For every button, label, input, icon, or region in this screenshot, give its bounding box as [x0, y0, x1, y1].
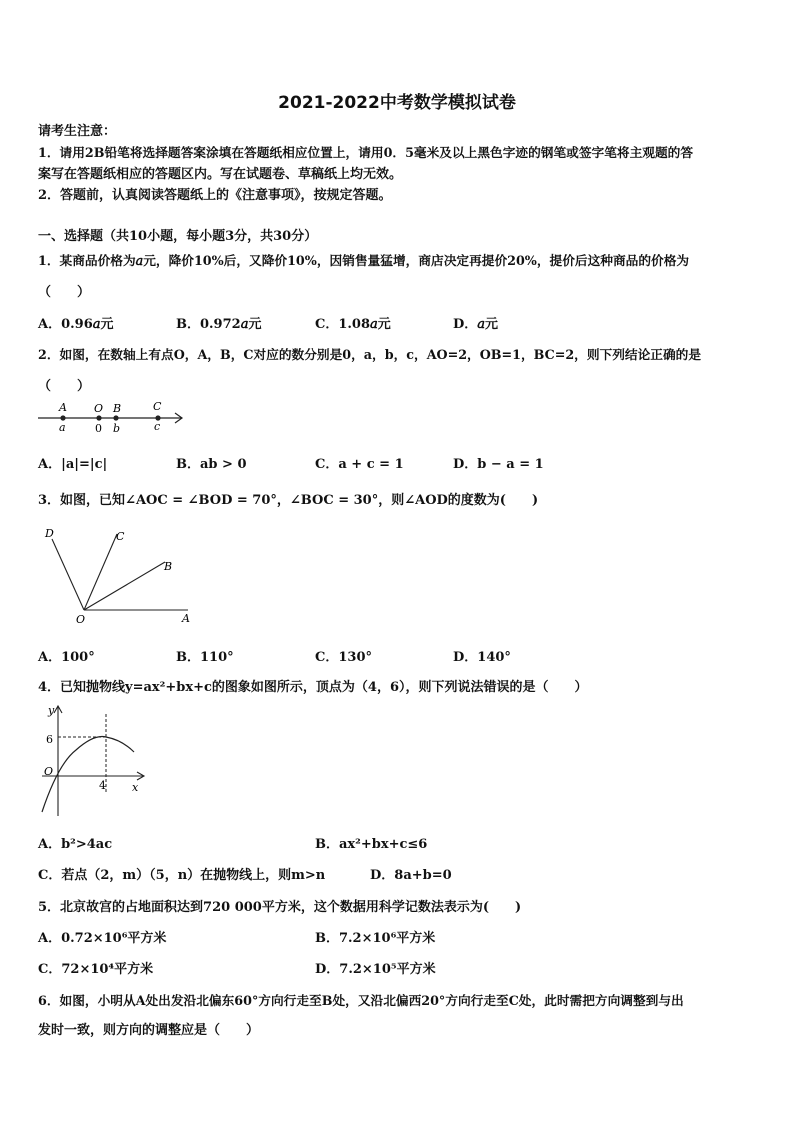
q5-option-c: C．72×10⁴平方米: [38, 962, 154, 977]
q3-stem: 3．如图，已知∠AOC = ∠BOD = 70°，∠BOC = 30°，则∠AOD的度数为( ): [38, 493, 539, 508]
label-B: B: [164, 560, 173, 573]
label-A: A: [59, 401, 67, 414]
q1-option-c: C．1.08𝑎元: [315, 317, 391, 332]
ray-OC: [84, 534, 117, 610]
q2-option-c: C．a + c = 1: [315, 457, 404, 472]
exam-title: 2021-2022中考数学模拟试卷: [278, 93, 516, 113]
label-c: c: [154, 420, 161, 433]
label-A: A: [182, 612, 190, 625]
label-D: D: [45, 527, 54, 540]
label-four: 4: [99, 779, 106, 792]
ray-OD: [52, 539, 84, 610]
section-heading: 一、选择题（共10小题，每小题3分，共30分）: [38, 229, 318, 244]
q4-option-a: A．b²>4ac: [38, 837, 113, 852]
notice-line-2: 2．答题前，认真阅读答题纸上的《注意事项》，按规定答题。: [38, 188, 392, 203]
label-b: b: [113, 422, 121, 435]
q1-option-d: D．𝑎元: [453, 317, 499, 332]
point-o-dot: [96, 415, 101, 420]
q2-option-b: B．ab > 0: [176, 457, 247, 472]
q3-option-d: D．140°: [453, 650, 511, 665]
label-y: y: [48, 704, 55, 717]
parabola-curve: [42, 737, 134, 812]
q4-option-b: B．ax²+bx+c≤6: [315, 837, 428, 852]
notice-line-1b: 案写在答题纸相应的答题区内。写在试题卷、草稿纸上均无效。: [38, 167, 403, 182]
q3-option-c: C．130°: [315, 650, 372, 665]
label-C: C: [116, 530, 125, 543]
q6-stem-line-1: 6．如图，小明从A处出发沿北偏东60°方向行走至B处，又沿北偏西20°方向行走至C处，此时需把方向调整到与出: [38, 993, 684, 1008]
q4-option-c: C．若点（2，m）（5，n）在抛物线上，则m>n: [38, 868, 326, 883]
q1-paren: （ ）: [38, 285, 91, 300]
label-O: O: [94, 402, 104, 415]
q5-option-d: D．7.2×10⁵平方米: [315, 962, 436, 977]
label-B: B: [113, 402, 122, 415]
q4-parabola-figure: [36, 700, 156, 820]
label-a: a: [59, 421, 66, 434]
notice-heading: 请考生注意：: [38, 124, 117, 139]
q1-option-b: B．0.972𝑎元: [176, 317, 262, 332]
label-zero: 0: [95, 422, 102, 435]
q5-option-b: B．7.2×10⁶平方米: [315, 931, 436, 946]
label-C: C: [153, 400, 162, 413]
q2-option-d: D．b − a = 1: [453, 457, 544, 472]
q5-option-a: A．0.72×10⁶平方米: [38, 931, 167, 946]
q5-stem: 5．北京故宫的占地面积达到720 000平方米，这个数据用科学记数法表示为( ): [38, 900, 522, 915]
q3-option-b: B．110°: [176, 650, 234, 665]
q4-option-d: D．8a+b=0: [370, 868, 452, 883]
q1-option-a: A．0.96𝑎元: [38, 317, 114, 332]
label-O: O: [76, 613, 86, 626]
point-a-dot: [60, 415, 65, 420]
q1-stem: 1．某商品价格为𝑎元，降价10%后，又降价10%，因销售量猛增，商店决定再提价20%，提价后这种商品的价格为: [38, 253, 690, 268]
q6-stem-line-2: 发时一致，则方向的调整应是（ ）: [38, 1023, 260, 1038]
q2-option-a: A．|a|=|c|: [38, 457, 108, 472]
q4-stem: 4．已知抛物线y=ax²+bx+c的图象如图所示，顶点为（4，6），则下列说法错误的是（ ）: [38, 680, 588, 695]
q2-stem: 2．如图，在数轴上有点O，A，B，C对应的数分别是0，a，b，c，AO=2，OB=1，BC=2，则下列结论正确的是: [38, 347, 702, 362]
q2-number-line-figure: [34, 398, 194, 438]
ray-OB: [84, 562, 165, 610]
q3-option-a: A．100°: [38, 650, 95, 665]
q2-paren: （ ）: [38, 379, 91, 394]
label-x: x: [132, 781, 139, 794]
notice-line-1a: 1．请用2B铅笔将选择题答案涂填在答题纸相应位置上，请用0．5毫米及以上黑色字迹的钢笔或签字笔将主观题的答: [38, 145, 694, 160]
point-b-dot: [113, 415, 118, 420]
q3-angle-figure: [38, 522, 198, 628]
label-O: O: [44, 765, 54, 778]
label-six: 6: [46, 733, 53, 746]
